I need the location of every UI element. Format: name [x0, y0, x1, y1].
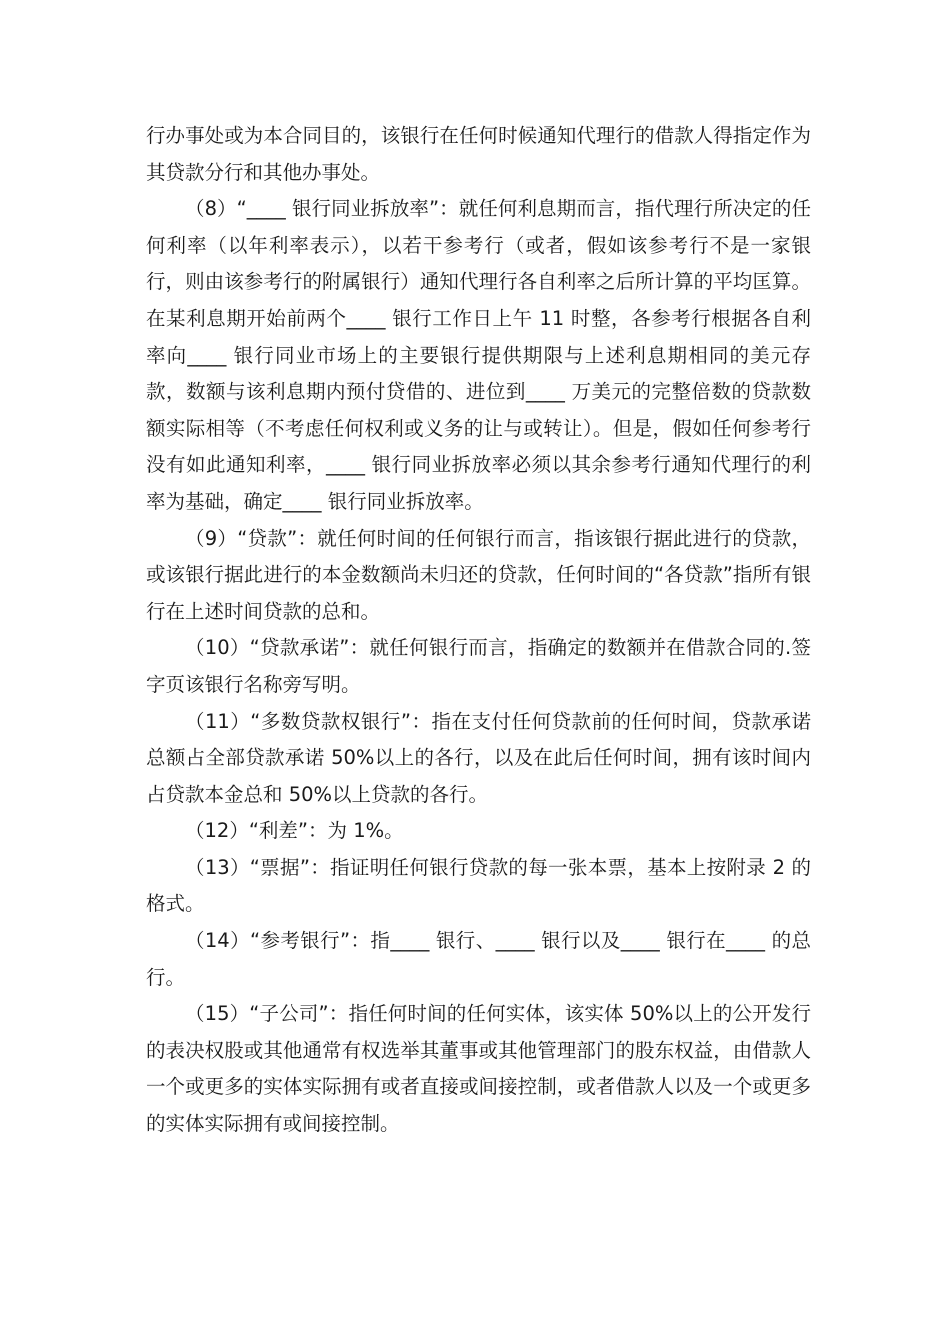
document-body — [146, 118, 811, 1143]
paragraph-definition-9: （9）“贷款”：就任何时间的任何银行而言，指该银行据此进行的贷款，或该银行据此进行的本金数额尚未归还的贷款，任何时间的“各贷款”指所有银行在上述时间贷款的总和。 — [146, 526, 811, 623]
paragraph-definition-13: （13）“票据”：指证明任何银行贷款的每一张本票，基本上按附录 2 的格式。 — [146, 855, 811, 916]
paragraph-definition-10: （10）“贷款承诺”：就任何银行而言，指确定的数额并在借款合同的.签字页该银行名称旁写明。 — [146, 636, 811, 696]
paragraph-definition-15: （15）“子公司”：指任何时间的任何实体，该实体 50%以上的公开发行的表决权股或其他通常有权选举其董事或其他管理部门的股东权益，由借款人一个或更多的实体实际拥有或者直接或间接控制，或者借款人以及一个或更多的实体实际拥有或间接控制。 — [146, 1002, 811, 1136]
paragraph-definition-14: （14）“参考银行”：指____ 银行、____ 银行以及____ 银行在____ 的总行。 — [146, 929, 811, 989]
paragraph-definition-12: （12）“利差”：为 1%。 — [185, 819, 404, 843]
paragraph-continuation: 行办事处或为本合同目的，该银行在任何时候通知代理行的借款人得指定作为其贷款分行和其他办事处。 — [146, 124, 811, 184]
paragraph-definition-11: （11）“多数贷款权银行”：指在支付任何贷款前的任何时间，贷款承诺总额占全部贷款承诺 50%以上的各行，以及在此后任何时间，拥有该时间内占贷款本金总和 50%以上贷款的各行。 — [146, 709, 811, 806]
paragraph-definition-8: （8）“____ 银行同业拆放率”：就任何利息期而言，指代理行所决定的任何利率（以年利率表示），以若干参考行（或者，假如该参考行不是一家银行，则由该参考行的附属银行）通知代理行各自利率之后所计算的平均匡算。在某利息期开始前两个____ 银行工作日上午 11 时整，各参考行根据各自利率向____ 银行同业市场上的主要银行提供期限与上述利息期相同的美元存款，数额与该利息期内预付贷借的、进位到____ 万美元的完整倍数的贷款数额实际相等（不考虑任何权利或义务的让与或转让）。但是，假如任何参考行没有如此通知利率，____ 银行同业拆放率必须以其余参考行通知代理行的利率为基础，确定____ 银行同业拆放率。 — [146, 197, 811, 513]
